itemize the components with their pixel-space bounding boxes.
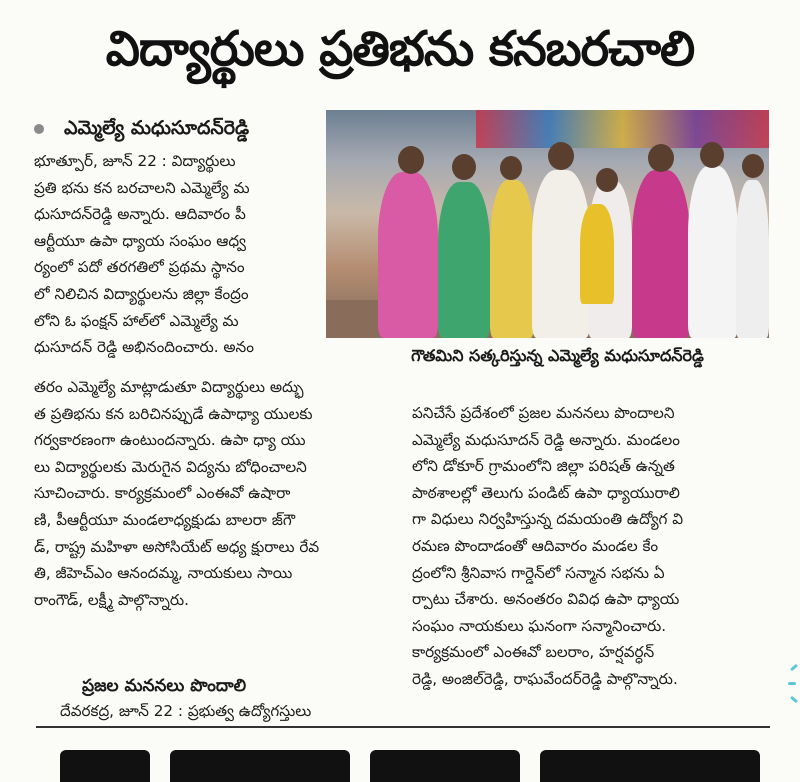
text-line: తి, జీహెచ్‌ఎం ఆనందమ్మ, నాయకులు సాయి (34, 564, 293, 583)
text-line: రెడ్డి, అంజిల్‌రెడ్డి, రాఘవేందర్‌రెడ్డి పాల్గొన్నారు. (412, 669, 678, 688)
story-divider (36, 726, 770, 728)
text-line: గర్వకారణంగా ఉంటుందన్నారు. ఉపా ధ్యా యు (34, 431, 306, 450)
text-line: లోని డోకూర్‌ గ్రామంలోని జిల్లా పరిషత్‌ ఉన్నత (412, 457, 675, 476)
text-line: ణి, పీఆర్టీయూ మండలాధ్యక్షుడు బాలరా జ్‌గౌ (34, 510, 296, 529)
text-line: కార్యక్రమంలో ఎంఈవో బలరాం, హర్షవర్ధన్‌ (412, 643, 655, 662)
text-line: ఎమ్మెల్యే మధుసూదన్‌ రెడ్డి అన్నారు. మండలం (412, 430, 681, 449)
left-column-bottom (34, 374, 412, 613)
text-line: దేవరకద్ర, జూన్‌ 22 : ప్రభుత్వ ఉద్యోగస్తులు (60, 702, 312, 720)
text-line: సంఘం నాయకులు ఘనంగా సన్మానించారు. (412, 616, 667, 635)
text-line: ప్రతి భను కన బరచాలని ఎమ్మెల్యే మ (34, 178, 250, 197)
text-line: తరం ఎమ్మెల్యే మాట్లాడుతూ విద్యార్థులు అద్భు (34, 378, 304, 396)
text-line: లో నిలిచిన విద్యార్థులను జిల్లా కేంద్రం (34, 284, 249, 303)
photo-caption: గౌతమిని సత్కరిస్తున్న ఎమ్మెల్యే మధుసూదన్‌రెడ్డి (411, 346, 704, 365)
text-line: ధుసూదన్‌రెడ్డి అన్నారు. ఆదివారం పీ (34, 205, 246, 224)
text-line: రాంగౌడ్‌, లక్ష్మీ పాల్గొన్నారు. (34, 590, 189, 609)
photo-head (500, 156, 522, 180)
photo-head (742, 154, 764, 178)
second-story-first-line (60, 698, 412, 725)
decorative-accent (786, 660, 800, 720)
photo-head (548, 142, 574, 170)
photo-head (700, 142, 724, 168)
text-line: త ప్రతిభను కన బరిచినప్పుడే ఉపాధ్యా యులకు (34, 404, 313, 423)
text-line: రమణ పొందాడంతో ఆదివారం మండల కేం (412, 536, 659, 555)
photo-figure (438, 182, 490, 338)
text-line: ర్పాటు చేశారు. అనంతరం వివిధ ఉపా ధ్యాయ (412, 590, 680, 609)
photo-figure (632, 170, 690, 338)
photo-figure (688, 166, 738, 338)
next-headline-fragment (60, 742, 800, 782)
text-line: భూత్పూర్‌, జూన్‌ 22 : విద్యార్థులు (34, 152, 236, 170)
right-column (412, 400, 774, 693)
text-line: ర్యంలో పదో తరగతిలో ప్రథమ స్థానం (34, 258, 245, 277)
photo-head (398, 146, 424, 174)
text-line: లు విద్యార్థులకు మెరుగైన విద్యను బోధించాలని (34, 457, 307, 476)
text-line: పనిచేసే ప్రదేశంలో ప్రజల మననలు పొందాలని (412, 404, 675, 422)
text-line: ధుసూదన్‌ రెడ్డి అభినందించారు. అనం (34, 338, 254, 357)
text-line: డ్‌, రాష్ట్ర మహిళా అసోసియేట్‌ అధ్య క్షురాలు రేవ (34, 537, 320, 556)
photo-figure (736, 180, 769, 338)
photo-head (648, 144, 674, 172)
left-column-top (34, 148, 318, 361)
text-line: పాఠశాలల్లో తెలుగు పండిట్‌ ఉపా ధ్యాయురాలి (412, 483, 680, 502)
photo-figure (580, 204, 614, 304)
text-line: ఆర్టీయూ ఉపా ధ్యాయ సంఘం ఆధ్వ (34, 231, 246, 250)
photo-figure (490, 180, 534, 338)
text-line: లోని ఓ ఫంక్షన్‌ హాల్‌లో ఎమ్మెల్యే మ (34, 311, 239, 330)
text-line: ద్రంలోని శ్రీనివాస గార్డెన్‌లో సన్మాన సభను ఏ (412, 563, 665, 582)
headline: విద్యార్థులు ప్రతిభను కనబరచాలి (105, 21, 695, 77)
bullet-icon (34, 124, 44, 134)
second-story-subheading: ప్రజల మననలు పొందాలి (82, 676, 247, 696)
text-line: సూచించారు. కార్యక్రమంలో ఎంఈవో ఉషారా (34, 484, 291, 503)
photo-banner (476, 110, 769, 148)
news-photo (326, 110, 769, 338)
text-line: గా విధులు నిర్వహిస్తున్న దమయంతి ఉద్యోగ వి (412, 510, 684, 529)
subheadline: ఎమ్మెల్యే మధుసూదన్‌రెడ్డి (64, 117, 250, 139)
photo-figure (378, 172, 438, 338)
photo-head (596, 168, 618, 192)
photo-head (452, 154, 476, 180)
